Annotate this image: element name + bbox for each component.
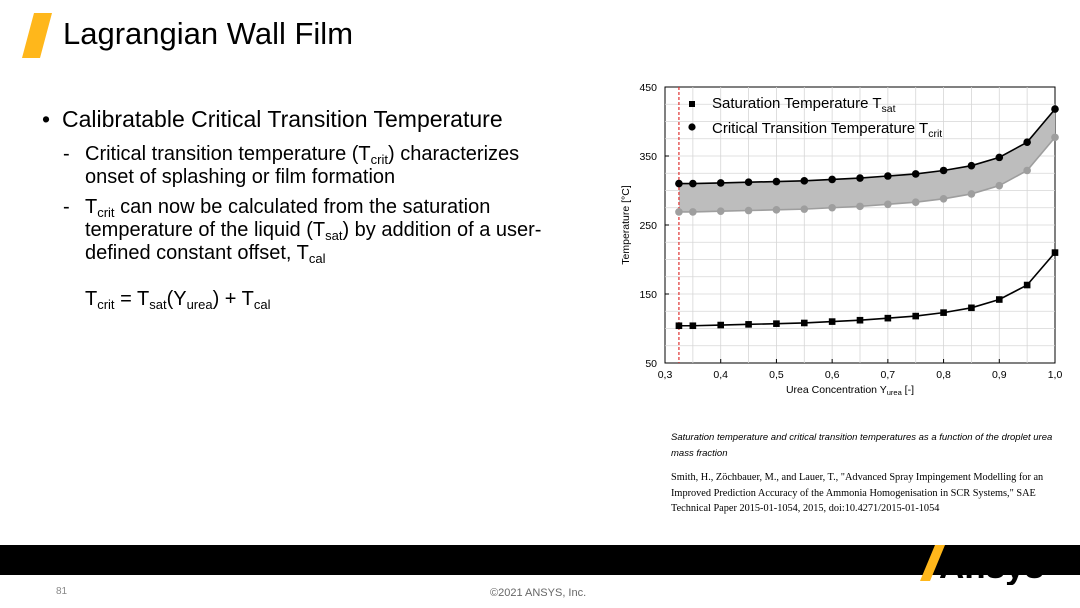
data-point-circle [940,195,948,203]
x-tick-label: 0,4 [713,369,729,381]
x-tick-label: 0,8 [936,369,951,381]
sub1-line2: onset of splashing or film formation [85,166,396,188]
data-point-circle [717,207,725,215]
data-point-circle [912,198,920,206]
data-point-circle [773,178,781,186]
ansys-logo [911,541,1061,585]
data-point-circle [689,180,697,188]
x-tick-label: 0,9 [991,369,1007,381]
data-point-square [885,315,892,322]
legend-item-saturation: Saturation Temperature $T_{sat}$ [712,95,896,115]
y-tick-label: 250 [639,220,657,232]
data-point-square [1024,282,1031,289]
data-point-circle [1023,167,1031,175]
x-tick-label: 1,0 [1047,369,1063,381]
data-point-square [745,321,752,328]
data-point-circle [995,154,1003,162]
y-axis-label: Temperature [°C] [620,185,632,265]
y-tick-label: 50 [645,358,657,370]
data-point-circle [773,206,781,214]
data-point-square [996,296,1003,303]
x-tick-label: 0,3 [657,369,673,381]
x-tick-label: 0,6 [824,369,840,381]
copyright: ©2021 ANSYS, Inc. [490,587,587,599]
data-point-circle [675,208,683,216]
legend-circle-marker [688,123,695,130]
temperature-chart [618,84,1068,404]
data-point-circle [940,167,948,175]
x-tick-label: 0,5 [769,369,784,381]
data-point-square [1052,249,1059,256]
data-point-circle [828,176,836,184]
data-point-square [801,320,808,327]
data-point-square [773,320,780,327]
main-bullet: • Calibratable Critical Transition Temperature [42,106,503,132]
data-point-circle [856,174,864,182]
page-number: 81 [56,586,68,597]
data-point-circle [745,178,753,186]
x-axis-label: Urea Concentration Yurea [-] [785,384,915,397]
data-point-circle [828,204,836,212]
legend-item-critical: Critical Transition Temperature $T_{crit}$ [712,120,943,140]
data-point-square [912,313,919,320]
legend-square-marker [689,101,695,107]
data-point-square [717,322,724,329]
data-point-circle [800,177,808,185]
data-point-circle [717,179,725,187]
data-point-circle [1051,134,1059,142]
data-point-square [940,309,947,316]
data-point-circle [800,205,808,213]
data-point-square [690,322,697,329]
data-point-circle [1051,105,1059,113]
accent-slash-logo [22,13,52,58]
data-point-circle [968,190,976,198]
y-tick-label: 350 [639,151,657,163]
data-point-square [968,305,975,312]
data-point-square [857,317,864,324]
sub1-line1: Critical transition temperature $(T_{crit})$ characterizes [85,143,520,167]
y-tick-label: 450 [639,84,657,94]
dash-icon: - [63,196,70,218]
x-tick-label: 0,7 [880,369,896,381]
data-point-circle [884,201,892,209]
figure-caption: Saturation temperature and critical transition temperatures as a function of the droplet urea mass fraction [671,432,1053,459]
bullet-dot-icon: • [42,106,51,132]
sub2-line3: defined constant offset, $T_{cal}$ [85,242,326,266]
data-point-circle [1023,138,1031,146]
data-point-circle [856,203,864,211]
data-point-circle [995,182,1003,190]
sub2-line2: temperature of the liquid $(T_{sat})$ by addition of a user- [85,219,542,243]
reference-citation: Smith, H., Zöchbauer, M., and Lauer, T., "Advanced Spray Impingement Modelling for an Improved Prediction Accuracy of the Ammonia Homogenisation in SCR Systems," SAE Technical Paper 2015-01-1054, 2015, doi:10.4271/2015-01-1054 [671,472,1044,514]
data-point-circle [968,162,976,170]
svg-text:Ansys: Ansys [939,547,1045,585]
sub2-line1: $T_{crit}$ can now be calculated from the saturation [85,196,491,220]
dash-icon: - [63,143,70,165]
formula: $T_{crit} = T_{sat}(Y_{urea}) + T_{cal}$ [85,288,271,312]
data-point-circle [689,208,697,216]
y-tick-label: 150 [639,289,657,301]
data-point-circle [884,172,892,180]
data-point-square [676,322,683,329]
data-point-circle [912,170,920,178]
slide-title: Lagrangian Wall Film [63,16,354,51]
data-point-circle [675,180,683,188]
data-point-circle [745,207,753,215]
data-point-square [829,318,836,325]
